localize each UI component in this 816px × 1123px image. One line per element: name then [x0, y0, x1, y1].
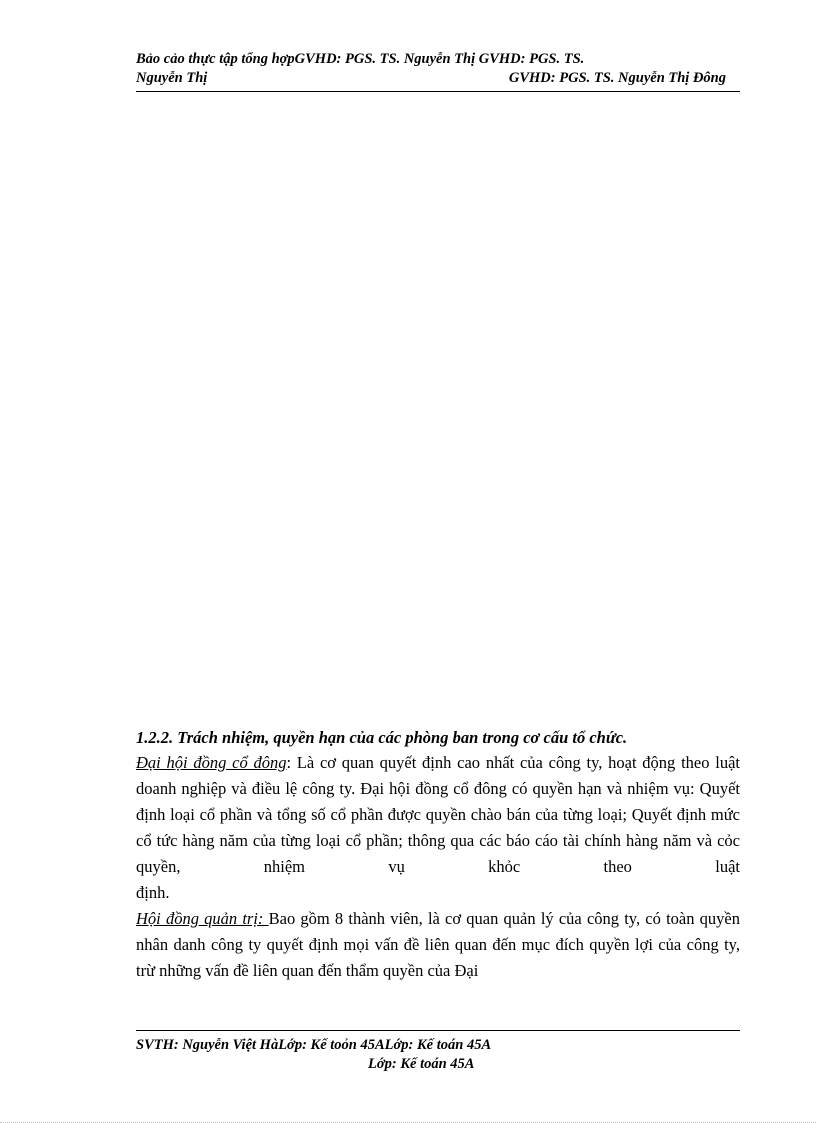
paragraph-board-text: Bao gồm 8 thành viên, là cơ quan quản lý của công ty, có toàn quyền nhân danh công ty quyết định mọi vấn đề liên quan đến mục đích quyền lợi của công ty, trừ những vấn đề liên quan đến thẩm quyền của Đại — [136, 909, 740, 980]
document-body — [136, 726, 740, 984]
page-footer — [136, 1036, 740, 1074]
paragraph-shareholders — [136, 750, 740, 880]
section-heading: 1.2.2. Trách nhiệm, quyền hạn của các phòng ban trong cơ cấu tổ chức. — [136, 728, 628, 747]
header-line-2-left: Nguyễn Thị — [136, 70, 208, 86]
header-line-2-right: GVHD: PGS. TS. Nguyễn Thị Đông — [508, 70, 726, 86]
header-rule — [136, 91, 740, 92]
footer-rule — [136, 1030, 740, 1031]
page-header — [136, 50, 740, 88]
paragraph-board — [136, 906, 740, 984]
footer-line-1: SVTH: Nguyễn Việt HàLớp: Kế toỏn 45ALớp: Kế toán 45A — [136, 1037, 492, 1053]
header-line-1: Bảo cảo thực tập tổng hợpGVHD: PGS. TS. Nguyễn Thị GVHD: PGS. TS. — [136, 51, 585, 67]
footer-line-2: Lớp: Kế toán 45A — [368, 1056, 475, 1072]
term-board: Hội đồng quản trị: — [136, 909, 269, 928]
header-line-2 — [136, 69, 740, 88]
paragraph-shareholders-end: định. — [136, 883, 170, 902]
term-shareholders: Đại hội đồng cổ đông — [136, 753, 287, 772]
paragraph-shareholders-text: : Là cơ quan quyết định cao nhất của công ty, hoạt động theo luật doanh nghiệp và điều lệ công ty. Đại hội đồng cổ đông có quyền hạn và nhiệm vụ: Quyết định loại cổ phần và tổng số cổ phần được quyền chào bán của từng loại; Quyết định mức cổ tức hàng năm của từng loại cổ phần; thông qua các báo cáo tài chính hàng năm và cỏc quyền, nhiệm vụ khỏc theo luật — [136, 753, 740, 876]
